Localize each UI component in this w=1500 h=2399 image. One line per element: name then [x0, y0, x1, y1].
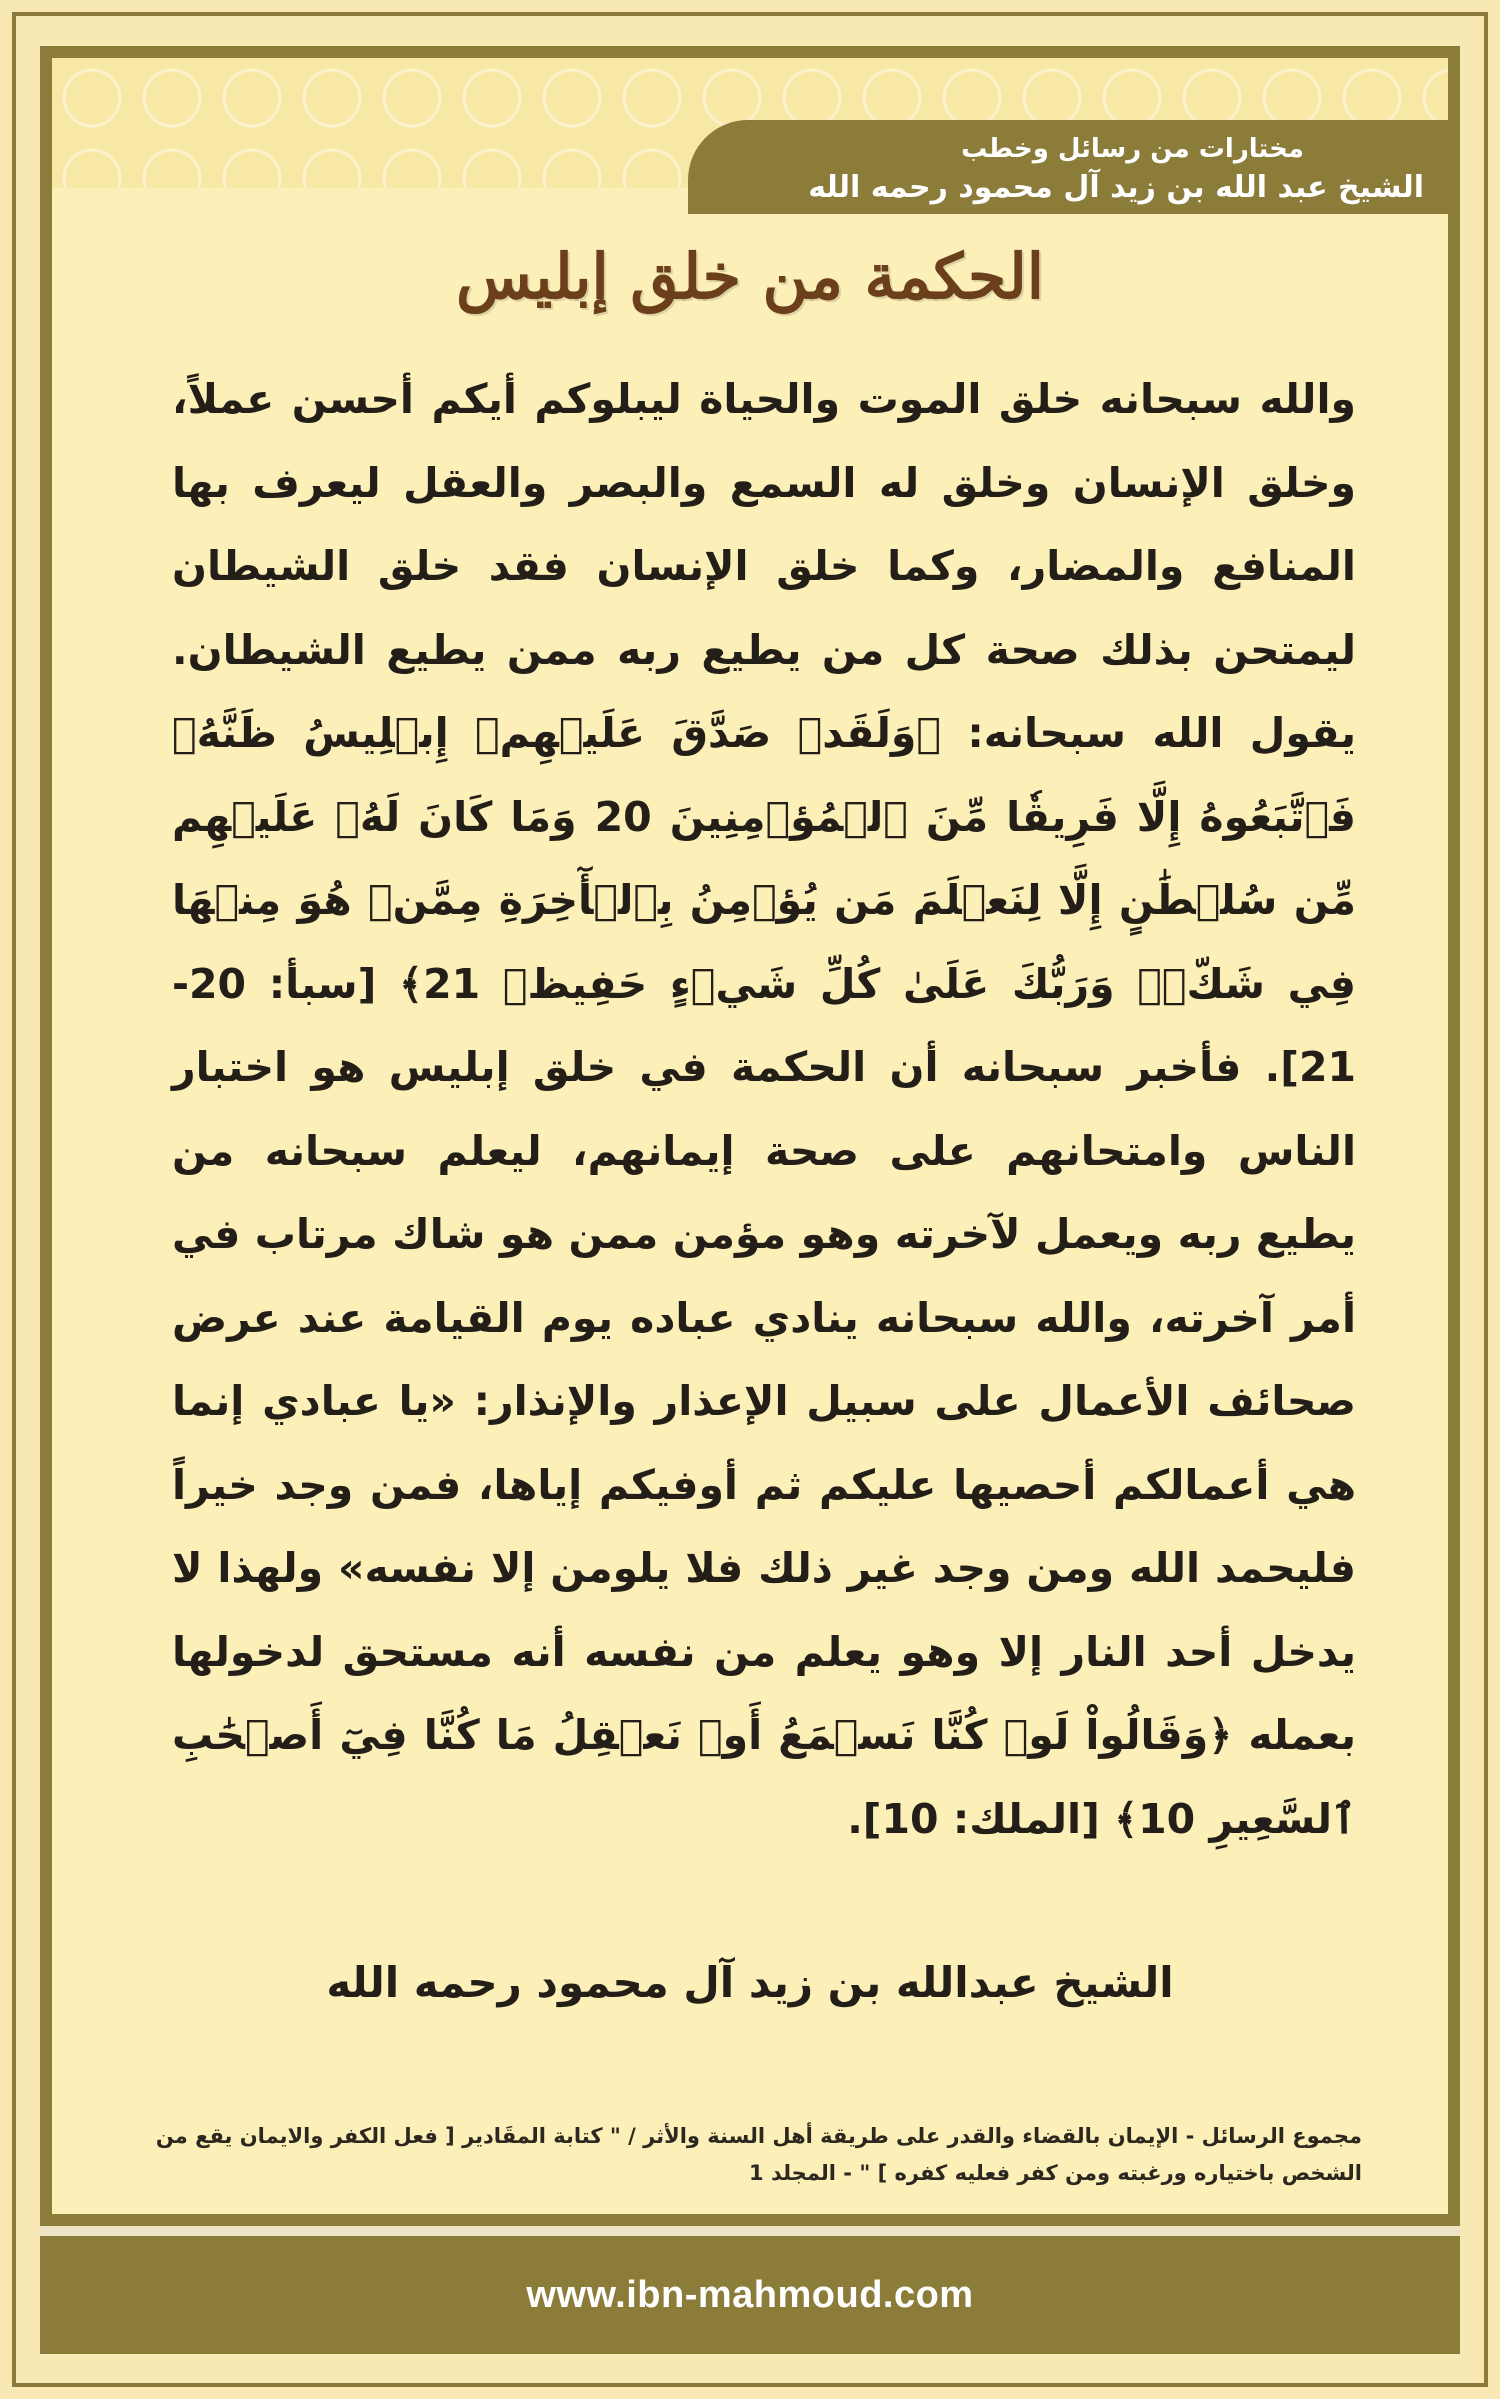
header-author: الشيخ عبد الله بن زيد آل محمود رحمه الله — [808, 170, 1424, 205]
header-subtitle: مختارات من رسائل وخطب — [961, 134, 1304, 164]
footer-band — [40, 2226, 1460, 2354]
header-band — [688, 120, 1448, 214]
page-title: الحكمة من خلق إبليس — [456, 240, 1044, 313]
source-reference: مجموع الرسائل - الإيمان بالقضاء والقدر على طريقة أهل السنة والأثر / " كتابة المقَادير [ فعل الكفر والايمان يقع من الشخص باختياره ورغبته ومن كفر فعليه كفره ] " - المجلد 1 — [155, 2124, 1362, 2185]
content-card — [40, 46, 1460, 2226]
article-body: والله سبحانه خلق الموت والحياة ليبلوكم أيكم أحسن عملاً، وخلق الإنسان وخلق له السمع والبصر والعقل ليعرف بها المنافع والمضار، وكما خلق الإنسان فقد خلق الشيطان ليمتحن بذلك صحة كل من يطيع ربه ممن يطيع الشيطان. يقول الله سبحانه: ﴿وَلَقَدۡ صَدَّقَ عَلَيۡهِمۡ إِبۡلِيسُ ظَنَّهُۥ فَٱتَّبَعُوهُ إِلَّا فَرِيقٗا مِّنَ ٱلۡمُؤۡمِنِينَ 20 وَمَا كَانَ لَهُۥ عَلَيۡهِم مِّن سُلۡطَٰنٍ إِلَّا لِنَعۡلَمَ مَن يُؤۡمِنُ بِٱلۡأٓخِرَةِ مِمَّنۡ هُوَ مِنۡهَا فِي شَكّٖۗ وَرَبُّكَ عَلَىٰ كُلِّ شَيۡءٍ حَفِيظٞ 21﴾ [سبأ: 20-21]. فأخبر سبحانه أن الحكمة في خلق إبليس هو اختبار الناس وامتحانهم على صحة إيمانهم، ليعلم سبحانه من يطيع ربه ويعمل لآخرته وهو مؤمن ممن هو شاك مرتاب في أمر آخرته، والله سبحانه ينادي عباده يوم القيامة عند عرض صحائف الأعمال على سبيل الإعذار والإنذار: «يا عبادي إنما هي أعمالكم أحصيها عليكم ثم أوفيكم إياها، فمن وجد خيراً فليحمد الله ومن وجد غير ذلك فلا يلومن إلا نفسه» ولهذا لا يدخل أحد النار إلا وهو يعلم من نفسه أنه مستحق لدخولها بعمله ﴿وَقَالُواْ لَوۡ كُنَّا نَسۡمَعُ أَوۡ نَعۡقِلُ مَا كُنَّا فِيٓ أَصۡحَٰبِ ٱلسَّعِيرِ 10﴾ [الملك: 10]. — [172, 375, 1357, 1843]
footer-divider — [40, 2226, 1460, 2236]
author-signature: الشيخ عبدالله بن زيد آل محمود رحمه الله — [326, 1958, 1174, 2007]
website-link[interactable]: www.ibn-mahmoud.com — [526, 2273, 974, 2316]
